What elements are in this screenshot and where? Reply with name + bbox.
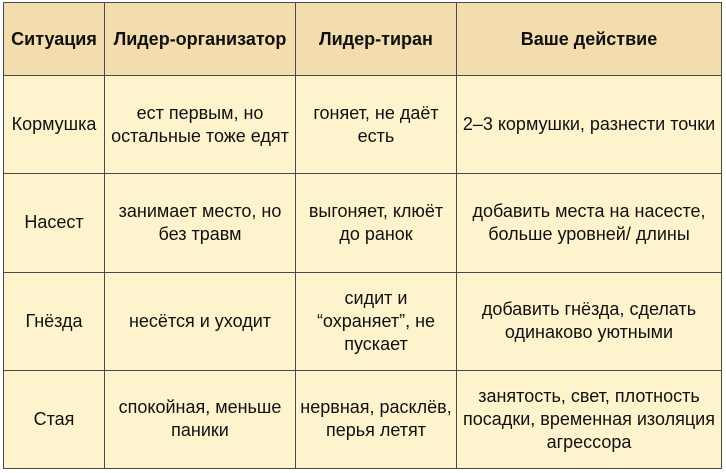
cell-organizer: несётся и уходит: [105, 272, 296, 370]
cell-tyrant: нервная, расклёв, перья летят: [296, 370, 457, 468]
table-row: [4, 76, 722, 174]
header-row: [4, 3, 722, 76]
cell-tyrant: сидит и “охраняет”, не пускает: [296, 272, 457, 370]
table-row: [4, 174, 722, 272]
cell-situation: Насест: [4, 174, 105, 272]
cell-situation: Кормушка: [4, 76, 105, 174]
header-situation: Ситуация: [4, 3, 105, 76]
comparison-table: [3, 2, 722, 469]
table-row: [4, 272, 722, 370]
header-leader-tyrant: Лидер-тиран: [296, 3, 457, 76]
cell-situation: Стая: [4, 370, 105, 468]
cell-action: 2–3 кормушки, разнести точки: [457, 76, 722, 174]
cell-organizer: занимает место, но без травм: [105, 174, 296, 272]
header-leader-organizer: Лидер-организатор: [105, 3, 296, 76]
cell-action: добавить гнёзда, сделать одинаково уютными: [457, 272, 722, 370]
cell-action: добавить места на насесте, больше уровней/ длины: [457, 174, 722, 272]
header-your-action: Ваше действие: [457, 3, 722, 76]
cell-tyrant: гоняет, не даёт есть: [296, 76, 457, 174]
cell-organizer: спокойная, меньше паники: [105, 370, 296, 468]
table-row: [4, 370, 722, 468]
cell-tyrant: выгоняет, клюёт до ранок: [296, 174, 457, 272]
cell-action: занятость, свет, плотность посадки, временная изоляция агрессора: [457, 370, 722, 468]
cell-situation: Гнёзда: [4, 272, 105, 370]
cell-organizer: ест первым, но остальные тоже едят: [105, 76, 296, 174]
